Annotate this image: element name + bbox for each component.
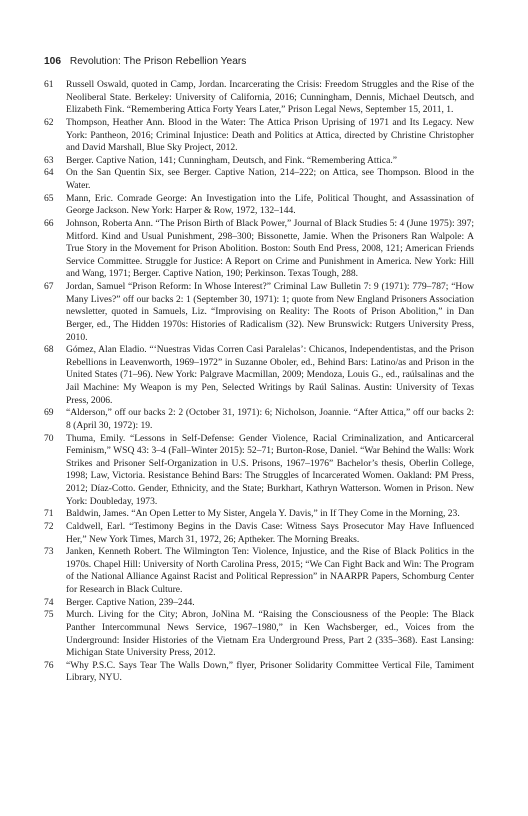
running-header <box>44 56 484 67</box>
endnote-text: Russell Oswald, quoted in Camp, Jordan. Incarcerating the Crisis: Freedom Struggles and the Rise of the Neoliberal State. Berkeley: University of California, 2016; Cunningham, Dennis, Michael Deutsch, and Elizabeth Fink. “Remembering Attica Forty Years Later,” Prison Legal News, September 15, 2011, 1. <box>66 79 474 116</box>
endnote-text: Berger. Captive Nation, 239–244. <box>66 596 195 608</box>
endnote-text: Jordan, Samuel “Prison Reform: In Whose Interest?” Criminal Law Bulletin 7: 9 (1971): 779–787; “How Many Lives?” off our backs 2: 1 (September 30, 1971): 1; quote from New England Prisoners Association newsletter, quoted in Samuels, Liz. “Improvising on Reality: The Roots of Prison Abolition,” in Dan Berger, ed., The Hidden 1970s: Histories of Radicalism (32). New Brunswick: Rutgers University Press, 2010. <box>66 281 474 343</box>
endnote-item <box>44 117 474 155</box>
endnote-text: Murch. Living for the City; Abron, JoNina M. “Raising the Consciousness of the People: The Black Panther Intercommunal News Service, 1967–1980,” in Ken Wachsberger, ed., Voices from the Underground: Insider Histories of the Vietnam Era Underground Press, Part 2 (335–368). East Lansing: Michigan State University Press, 2012. <box>66 609 474 659</box>
endnote-item <box>44 597 474 610</box>
endnote-text: Thuma, Emily. “Lessons in Self-Defense: Gender Violence, Racial Criminalization, and Anticarceral Feminism,” WSQ 43: 3–4 (Fall–Winter 2015): 52–71; Burton-Rose, Daniel. “War Behind the Walls: Work Strikes and Prisoner Self-Organization in U.S. Prisons, 1967–1976” Bachelor’s thesis, Oberlin College, 1998; Law, Victoria. Resistance Behind Bars: The Struggles of Incarcerated Women. Oakland: PM Press, 2012; Díaz-Cotto. Gender, Ethnicity, and the State; Burkhart, Kathryn Watterson. Women in Prison. New York: Doubleday, 1973. <box>66 432 474 507</box>
endnote-text: Gómez, Alan Eladio. “‘Nuestras Vidas Corren Casi Paralelas’: Chicanos, Independentistas, and the Prison Rebellions in Leavenworth, 1969–1972” in Suzanne Oboler, ed., Behind Bars: Latino/as and Prison in the United States (71–96). New York: Palgrave Macmillan, 2009; Mendoza, Louis G., ed., raúlsalinas and the Jail Machine: My Weapon is my Pen, Selected Writings by Raúl Salinas. Austin: University of Texas Press, 2006. <box>66 344 474 406</box>
running-title: Revolution: The Prison Rebellion Years <box>69 56 247 67</box>
endnotes-list <box>44 79 474 685</box>
endnote-number: 72 <box>44 520 54 532</box>
endnote-text: Baldwin, James. “An Open Letter to My Sister, Angela Y. Davis,” in If They Come in the Morning, 23. <box>66 508 460 520</box>
endnote-item <box>44 546 474 597</box>
endnote-number: 76 <box>44 659 54 671</box>
endnote-text: Caldwell, Earl. “Testimony Begins in the Davis Case: Witness Says Prosecutor May Have Influenced Her,” New York Times, March 31, 1972, 26; Aptheker. The Morning Breaks. <box>66 520 474 545</box>
endnote-text: Mann, Eric. Comrade George: An Investigation into the Life, Political Thought, and Assassination of George Jackson. New York: Harper & Row, 1972, 132–144. <box>66 192 474 217</box>
endnote-item <box>44 281 474 344</box>
endnote-item <box>44 79 474 117</box>
endnote-number: 69 <box>44 407 54 419</box>
page-number: 106 <box>44 56 61 67</box>
endnote-number: 71 <box>44 508 54 520</box>
endnote-item <box>44 433 474 509</box>
endnote-number: 75 <box>44 609 54 621</box>
endnote-item <box>44 508 474 521</box>
endnote-item <box>44 218 474 281</box>
endnote-number: 73 <box>44 546 54 558</box>
endnote-text: Thompson, Heather Ann. Blood in the Water: The Attica Prison Uprising of 1971 and Its Legacy. New York: Pantheon, 2016; Criminal Injustice: Death and Politics at Attica, directed by Christine Christopher and David Marshall, Blue Sky Project, 2012. <box>66 116 474 154</box>
endnote-number: 67 <box>44 281 54 292</box>
endnote-number: 74 <box>44 596 54 608</box>
endnote-item <box>44 155 474 168</box>
endnote-text: “Alderson,” off our backs 2: 2 (October 31, 1971): 6; Nicholson, Joannie. “After Attica,” off our backs 2: 8 (April 30, 1972): 19. <box>66 407 474 431</box>
endnote-number: 70 <box>44 432 54 444</box>
endnote-item <box>44 344 474 407</box>
endnote-item <box>44 660 474 685</box>
endnote-number: 62 <box>44 116 54 128</box>
endnote-text: On the San Quentin Six, see Berger. Captive Nation, 214–222; on Attica, see Thompson. Blood in the Water. <box>66 167 474 191</box>
endnote-number: 68 <box>44 344 54 356</box>
endnote-text: Berger. Captive Nation, 141; Cunningham, Deutsch, and Fink. “Remembering Attica.” <box>66 154 397 166</box>
endnote-item <box>44 193 474 218</box>
endnote-number: 63 <box>44 154 54 166</box>
endnote-item <box>44 609 474 660</box>
endnote-item <box>44 407 474 432</box>
endnote-text: Janken, Kenneth Robert. The Wilmington Ten: Violence, Injustice, and the Rise of Black Politics in the 1970s. Chapel Hill: University of North Carolina Press, 2015; “We Can Fight Back and Win: The Program of the National Alliance Against Racist and Political Repression” in NAARPR Papers, Schomburg Center for Research in Black Culture. <box>66 546 474 595</box>
endnote-text: Johnson, Roberta Ann. “The Prison Birth of Black Power,” Journal of Black Studies 5: 4 (June 1975): 397; Mitford. Kind and Usual Punishment, 298–300; Bissonette, Jamie. When the Prisoners Ran Walpole: A True Story in the Movement for Prison Abolition. Boston: South End Press, 2008, 121; American Friends Service Committee. Struggle for Justice: A Report on Crime and Punishment in America. New York: Hill and Wang, 1971; Berger. Captive Nation, 190; Perkinson. Texas Tough, 288. <box>66 217 474 280</box>
endnote-item <box>44 521 474 546</box>
endnote-number: 66 <box>44 217 54 229</box>
endnote-text: “Why P.S.C. Says Tear The Walls Down,” flyer, Prisoner Solidarity Committee Vertical File, Tamiment Library, NYU. <box>66 659 474 684</box>
endnote-item <box>44 167 474 192</box>
endnote-number: 61 <box>44 79 54 90</box>
endnote-number: 64 <box>44 167 54 179</box>
endnote-number: 65 <box>44 192 54 204</box>
